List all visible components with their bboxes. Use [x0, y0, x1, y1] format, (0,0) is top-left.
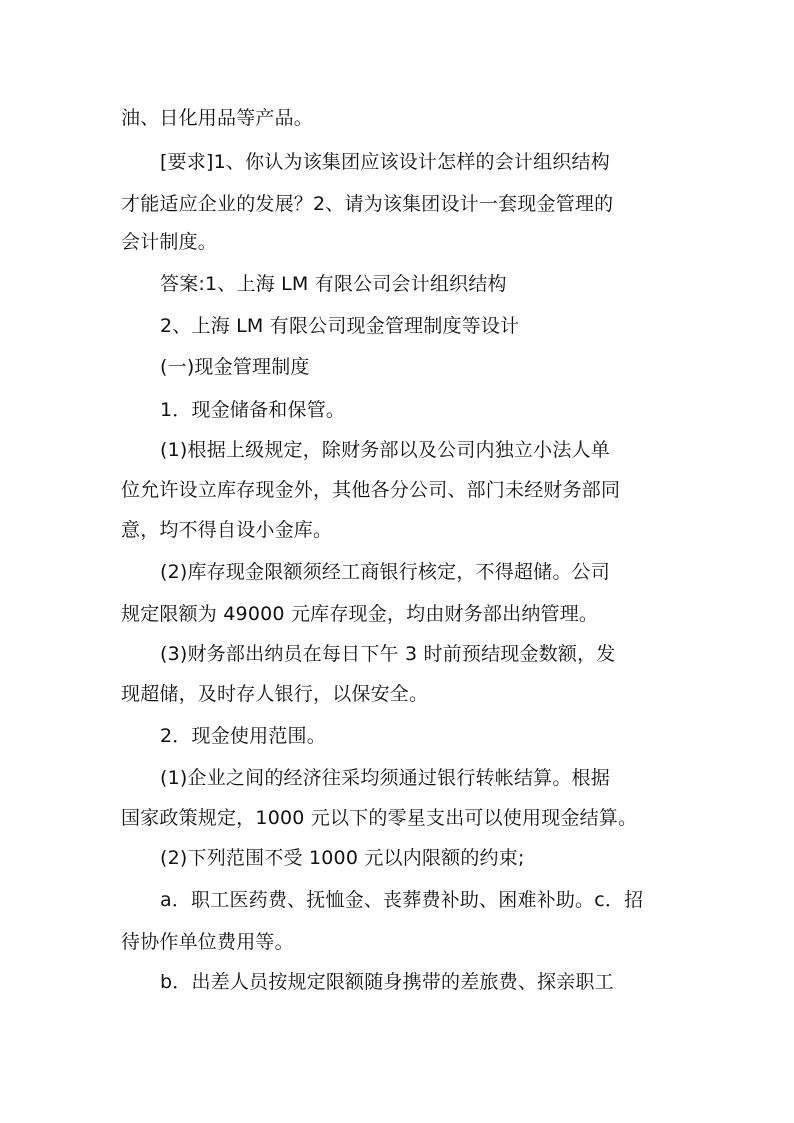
paragraph-line: (2)下列范围不受 1000 元以内限额的约束;	[160, 847, 525, 869]
paragraph-line: 国家政策规定，1000 元以下的零星支出可以使用现金结算。	[121, 807, 638, 829]
section-heading: (一)现金管理制度	[160, 356, 310, 378]
paragraph-line: 油、日化用品等产品。	[121, 107, 314, 129]
paragraph-line: a．职工医药费、抚恤金、丧葬费补助、困难补助。c．招	[160, 889, 644, 911]
paragraph-line: (2)库存现金限额须经工商银行核定，不得超储。公司	[160, 561, 610, 583]
paragraph-line: (1)根据上级规定，除财务部以及公司内独立小法人单	[160, 439, 610, 461]
paragraph-line: 现超储，及时存人银行，以保安全。	[121, 683, 429, 705]
paragraph-line: 规定限额为 49000 元库存现金，均由财务部出纳管理。	[121, 603, 599, 625]
paragraph-line: 答案:1、上海 LM 有限公司会计组织结构	[160, 273, 507, 295]
paragraph-line: 会计制度。	[121, 231, 218, 253]
paragraph-line: b．出差人员按规定限额随身携带的差旅费、探亲职工	[160, 971, 614, 993]
paragraph-line: 待协作单位费用等。	[121, 931, 294, 953]
paragraph-line: [要求]1、你认为该集团应该设计怎样的会计组织结构	[160, 151, 610, 173]
paragraph-line: (3)财务部出纳员在每日下午 3 时前预结现金数额，发	[160, 643, 616, 665]
subsection-heading: 2．现金使用范围。	[160, 725, 326, 747]
subsection-heading: 1．现金储备和保管。	[160, 399, 346, 421]
paragraph-line: 位允许设立库存现金外，其他各分公司、部门未经财务部同	[121, 479, 621, 501]
paragraph-line: 意，均不得自设小金库。	[121, 519, 333, 541]
paragraph-line: 2、上海 LM 有限公司现金管理制度等设计	[160, 315, 520, 337]
paragraph-line: (1)企业之间的经济往采均须通过银行转帐结算。根据	[160, 767, 610, 789]
paragraph-line: 才能适应企业的发展？2、请为该集团设计一套现金管理的	[121, 193, 614, 215]
